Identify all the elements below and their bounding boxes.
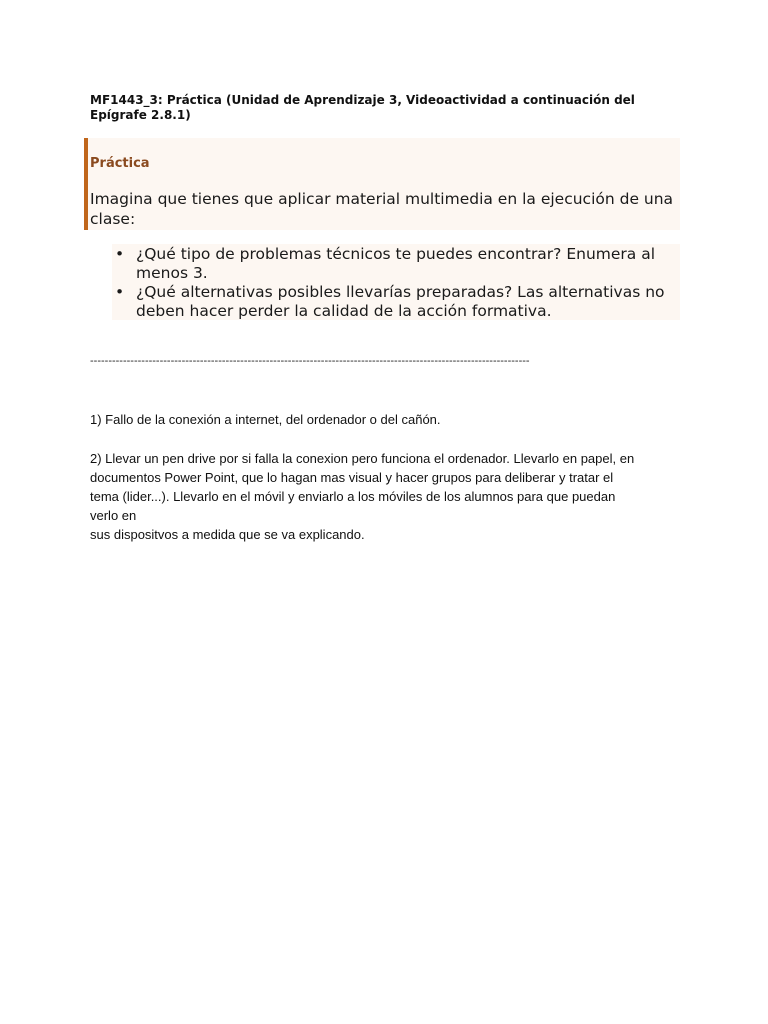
answer-2-line: tema (lider...). Llevarlo en el móvil y enviarlo a los móviles de los alumnos para que puedan: [90, 489, 616, 504]
answer-2: [90, 449, 680, 544]
questions-box: [112, 244, 680, 320]
practice-prompt: Imagina que tienes que aplicar material multimedia en la ejecución de una clase:: [90, 190, 674, 228]
answer-2-line: 2) Llevar un pen drive por si falla la conexion pero funciona el ordenador. Llevarlo en papel, en: [90, 451, 635, 466]
dashed-separator: ------------------------------------------------------------------------------------------------------------------------: [90, 355, 530, 367]
practice-box: [84, 138, 680, 230]
bullet-icon: •: [115, 245, 125, 263]
document-title: MF1443_3: Práctica (Unidad de Aprendizaje 3, Videoactividad a continuación del Epígrafe 2.8.1): [90, 93, 635, 122]
bullet-icon: •: [115, 283, 125, 301]
question-text: ¿Qué tipo de problemas técnicos te puedes encontrar? Enumera al menos 3.: [136, 245, 656, 282]
question-item: [112, 283, 672, 320]
practice-heading: Práctica: [90, 156, 150, 171]
answer-2-line: verlo en: [90, 508, 137, 523]
answer-2-line: sus dispositvos a medida que se va explicando.: [90, 527, 365, 542]
question-list: [112, 245, 672, 321]
answer-2-line: documentos Power Point, que lo hagan mas visual y hacer grupos para deliberar y tratar el: [90, 470, 614, 485]
question-item: [112, 245, 672, 282]
question-text: ¿Qué alternativas posibles llevarías preparadas? Las alternativas no deben hacer perder la calidad de la acción formativa.: [136, 283, 665, 320]
answer-1: 1) Fallo de la conexión a internet, del ordenador o del cañón.: [90, 412, 441, 427]
